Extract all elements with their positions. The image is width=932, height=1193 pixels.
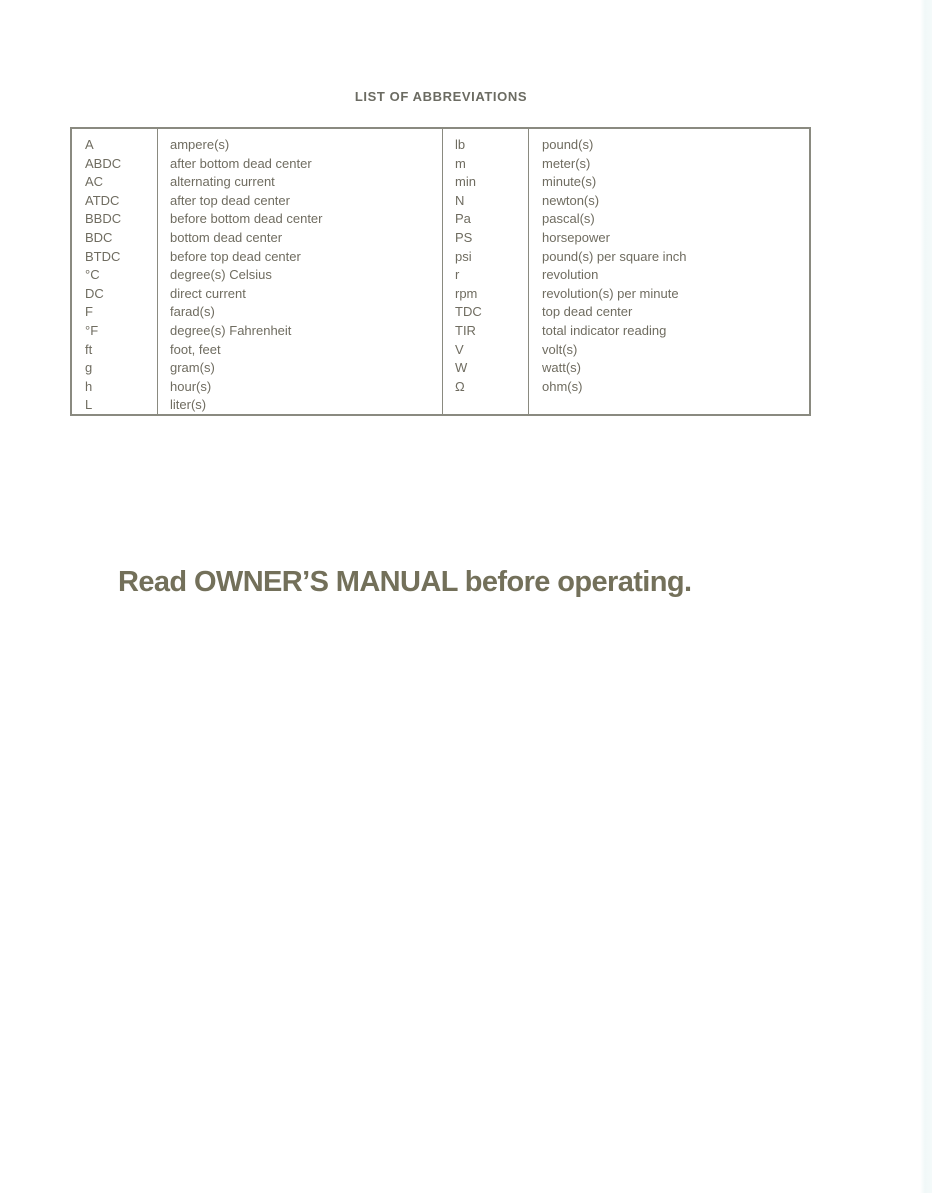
- meaning-cell: horsepower: [542, 229, 610, 245]
- abbreviation-cell: r: [455, 267, 460, 283]
- abbreviation-cell: F: [85, 304, 93, 320]
- meaning-cell: farad(s): [170, 304, 215, 320]
- page-edge-strip: [920, 0, 932, 1193]
- abbreviation-cell: rpm: [455, 285, 478, 301]
- meaning-cell: alternating current: [170, 174, 275, 190]
- abbreviation-cell: PS: [455, 229, 473, 245]
- meaning-cell: degree(s) Fahrenheit: [170, 322, 292, 338]
- left-abbreviation-column: [72, 129, 158, 414]
- meaning-cell: before bottom dead center: [170, 211, 323, 227]
- abbreviation-cell: h: [85, 378, 93, 394]
- meaning-cell: total indicator reading: [542, 322, 667, 338]
- abbreviation-cell: m: [455, 155, 466, 171]
- meaning-cell: hour(s): [170, 378, 212, 394]
- left-meaning-column: [158, 129, 443, 414]
- meaning-cell: after bottom dead center: [170, 155, 312, 171]
- meaning-cell: bottom dead center: [170, 229, 283, 245]
- abbreviation-cell: lb: [455, 137, 466, 152]
- abbreviation-cell: V: [455, 341, 464, 357]
- meaning-cell: ohm(s): [542, 378, 583, 394]
- abbreviation-cell: N: [455, 192, 465, 208]
- abbreviation-cell: TDC: [455, 304, 482, 320]
- meaning-cell: meter(s): [542, 155, 591, 171]
- meaning-cell: revolution: [542, 267, 599, 283]
- abbreviation-cell: BDC: [85, 229, 113, 245]
- abbreviation-cell: ATDC: [85, 192, 120, 208]
- abbreviation-cell: BBDC: [85, 211, 122, 227]
- abbreviation-cell: L: [85, 397, 93, 413]
- abbreviation-cell: ABDC: [85, 155, 122, 171]
- meaning-cell: pound(s) per square inch: [542, 248, 687, 264]
- abbreviation-cell: ft: [85, 341, 93, 357]
- abbreviation-cell: A: [85, 137, 94, 152]
- page-title: LIST OF ABBREVIATIONS: [354, 89, 528, 104]
- abbreviation-cell: BTDC: [85, 248, 121, 264]
- meaning-cell: foot, feet: [170, 341, 221, 357]
- meaning-cell: revolution(s) per minute: [542, 285, 679, 301]
- abbreviation-cell: °C: [85, 267, 100, 283]
- abbreviation-cell: DC: [85, 285, 104, 301]
- abbreviation-cell: Pa: [455, 211, 471, 227]
- meaning-cell: pascal(s): [542, 211, 595, 227]
- right-meaning-column: [529, 129, 809, 414]
- meaning-cell: volt(s): [542, 341, 578, 357]
- abbreviation-cell: W: [455, 360, 468, 376]
- abbreviation-cell: min: [455, 174, 476, 190]
- meaning-cell: degree(s) Celsius: [170, 267, 272, 283]
- meaning-cell: watt(s): [542, 360, 581, 376]
- meaning-cell: ampere(s): [170, 137, 230, 152]
- meaning-cell: before top dead center: [170, 248, 301, 264]
- meaning-cell: gram(s): [170, 360, 215, 376]
- abbreviation-cell: °F: [85, 322, 99, 338]
- right-abbreviation-column: [443, 129, 529, 414]
- meaning-cell: top dead center: [542, 304, 633, 320]
- meaning-cell: after top dead center: [170, 192, 290, 208]
- abbreviation-cell: TIR: [455, 322, 476, 338]
- abbreviation-cell: psi: [455, 248, 472, 264]
- meaning-cell: pound(s): [542, 137, 594, 152]
- meaning-cell: liter(s): [170, 397, 207, 413]
- abbreviation-cell: AC: [85, 174, 104, 190]
- owners-manual-warning: Read OWNER’S MANUAL before operating.: [118, 566, 692, 598]
- meaning-cell: direct current: [170, 285, 246, 301]
- abbreviation-cell: g: [85, 360, 93, 376]
- abbreviation-cell: Ω: [455, 378, 465, 394]
- meaning-cell: minute(s): [542, 174, 597, 190]
- abbreviations-table: [70, 127, 811, 416]
- meaning-cell: newton(s): [542, 192, 600, 208]
